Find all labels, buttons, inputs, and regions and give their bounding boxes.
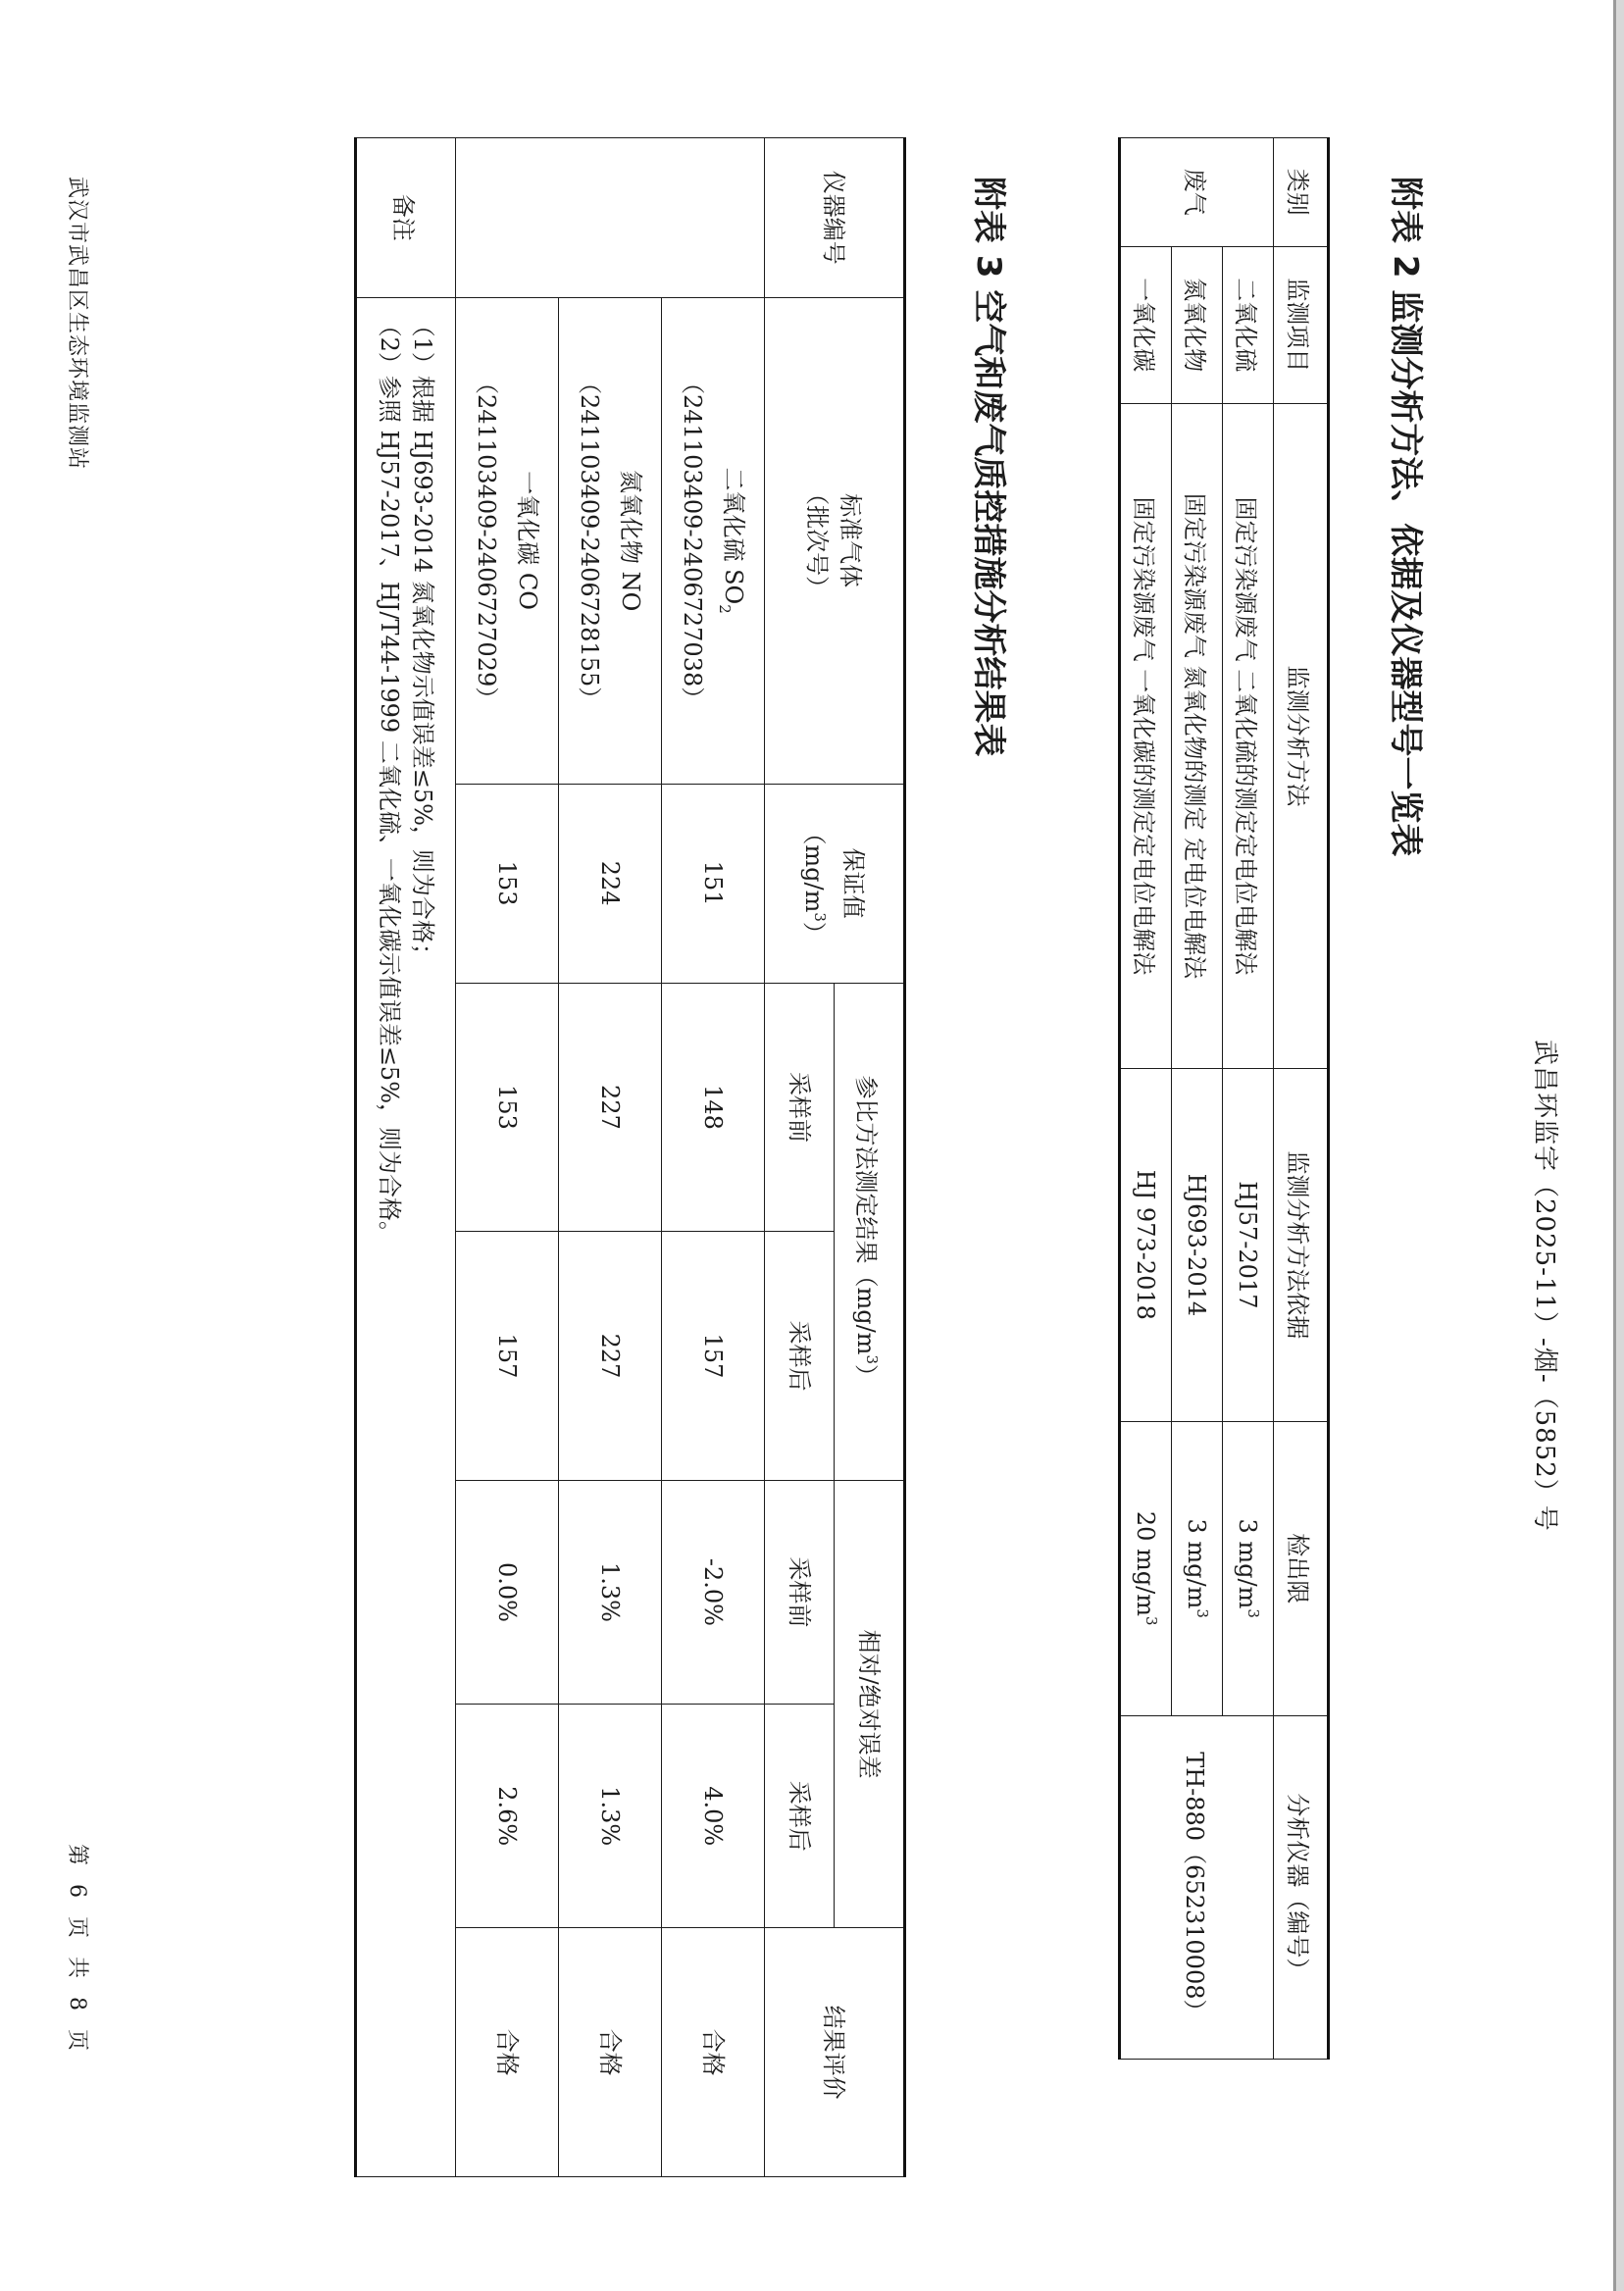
result-before-cell: 148 [662, 983, 765, 1232]
footer-page-number: 第 6 页 共 8 页 [65, 1844, 89, 2057]
header-evaluation: 结果评价 [765, 1928, 905, 2177]
std-gas-cell [662, 297, 765, 784]
remark-2: （2）参照 HJ57-2017、HJ/T44-1999 二氧化硫、一氧化碳示值误差≤5%，则为合格。 [376, 313, 403, 1245]
guarantee-unit-end: ） [800, 921, 829, 945]
guarantee-unit-text: （mg/m [800, 821, 829, 913]
basis-cell: HJ57-2017 [1223, 1068, 1274, 1421]
result-after-cell: 157 [456, 1232, 559, 1481]
table3-header-row-1 [835, 138, 905, 2177]
guarantee-unit-exponent: 3 [811, 912, 830, 922]
instrument-no-cell [456, 138, 765, 298]
limit-cell [1172, 1421, 1223, 1715]
header-error-group: 相对/绝对误差 [835, 1480, 905, 1928]
gas-batch: （241103409-240672702​9） [472, 371, 500, 711]
error-after-cell: 4.0% [662, 1705, 765, 1928]
gas-name [606, 298, 648, 784]
gas-name [503, 298, 545, 784]
table-row [662, 138, 765, 2177]
document-number: 武昌环监字（2025-11）-烟-（5852）号 [1530, 1040, 1559, 1532]
basis-cell: HJ693-2014 [1172, 1068, 1223, 1421]
header-instrument: 分析仪器（编号） [1274, 1715, 1329, 2059]
error-after-cell: 1.3% [559, 1705, 662, 1928]
basis-cell: HJ 973-2018 [1120, 1068, 1172, 1421]
remark-row [356, 138, 456, 2177]
error-after-cell: 2.6% [456, 1705, 559, 1928]
header-item: 监测项目 [1274, 246, 1329, 403]
header-category: 类别 [1274, 138, 1329, 247]
result-group-text: 参比方法测定结果（mg/m [852, 1075, 880, 1355]
instrument-cell: TH-880（652310008） [1120, 1715, 1274, 2059]
limit-exponent: 3 [1193, 1608, 1211, 1618]
header-error-after: 采样后 [765, 1705, 835, 1928]
header-limit: 检出限 [1274, 1421, 1329, 1715]
std-gas-label: 标准气体 [837, 493, 865, 588]
error-before-cell: -2.0% [662, 1480, 765, 1704]
guarantee-cell: 153 [456, 784, 559, 983]
header-result-before: 采样前 [765, 983, 835, 1232]
category-cell: 废气 [1120, 138, 1274, 247]
result-after-cell: 157 [662, 1232, 765, 1481]
limit-cell [1223, 1421, 1274, 1715]
gas-name-text: 一氧化碳 CO [514, 471, 542, 610]
method-cell: 固定污染源废气 氮氧化物的测定 定电位电解法 [1172, 403, 1223, 1068]
std-gas-cell [559, 297, 662, 784]
remark-content [356, 297, 456, 2176]
gas-batch: （241103409-240672703​8） [678, 371, 706, 711]
header-error-before: 采样前 [765, 1480, 835, 1704]
method-table [1118, 137, 1330, 2060]
error-before-cell: 1.3% [559, 1480, 662, 1704]
std-gas-batch-label: （批次号） [803, 482, 832, 600]
remark-1: （1）根据 HJ693-2014 氮氧化物示值误差≤5%，则为合格； [409, 313, 436, 967]
error-before-cell: 0.0% [456, 1480, 559, 1704]
limit-value: 3 mg/m [1234, 1518, 1261, 1609]
limit-value: 20 mg/m [1132, 1510, 1159, 1616]
top-rule [1613, 0, 1616, 2291]
table-row [559, 138, 662, 2177]
limit-exponent: 3 [1142, 1616, 1160, 1626]
gas-batch: （241103409-240672815​5） [575, 371, 603, 711]
header-guarantee [765, 784, 905, 983]
gas-name [709, 298, 751, 784]
header-result-group [835, 983, 905, 1480]
table2-header-row [1274, 138, 1329, 2060]
limit-value: 3 mg/m [1183, 1518, 1210, 1609]
header-std-gas [765, 297, 905, 784]
remark-label: 备注 [356, 138, 456, 298]
gas-name-text: 氮氧化物 NO [617, 469, 645, 612]
result-before-cell: 153 [456, 983, 559, 1232]
gas-name-text: 二氧化硫 SO [720, 467, 748, 605]
item-cell: 一氧化碳 [1120, 246, 1172, 403]
footer-organization: 武汉市武昌区生态环境监测站 [65, 177, 89, 471]
guarantee-cell: 224 [559, 784, 662, 983]
gas-subscript: 2 [716, 604, 735, 614]
evaluation-cell: 合格 [456, 1928, 559, 2177]
item-cell: 氮氧化物 [1172, 246, 1223, 403]
limit-cell [1120, 1421, 1172, 1715]
table-row [456, 138, 559, 2177]
limit-exponent: 3 [1244, 1608, 1262, 1618]
table3-title: 附表 3 空气和废气质控措施分析结果表 [969, 177, 1008, 757]
result-after-cell: 227 [559, 1232, 662, 1481]
guarantee-cell: 151 [662, 784, 765, 983]
guarantee-label: 保证值 [839, 847, 868, 919]
item-cell: 二氧化硫 [1223, 246, 1274, 403]
method-cell: 固定污染源废气 一氧化碳的测定定电位电解法 [1120, 403, 1172, 1068]
table2-title: 附表 2 监测分析方法、依据及仪器型号一览表 [1386, 177, 1425, 857]
evaluation-cell: 合格 [559, 1928, 662, 2177]
header-basis: 监测分析方法依据 [1274, 1068, 1329, 1421]
table-row [1223, 138, 1274, 2060]
result-before-cell: 227 [559, 983, 662, 1232]
qc-result-table [354, 137, 906, 2177]
header-result-after: 采样后 [765, 1232, 835, 1481]
header-instrument-no: 仪器编号 [765, 138, 905, 298]
result-group-end: ） [852, 1363, 880, 1388]
header-method: 监测分析方法 [1274, 403, 1329, 1068]
evaluation-cell: 合格 [662, 1928, 765, 2177]
std-gas-cell [456, 297, 559, 784]
method-cell: 固定污染源废气 二氧化硫的测定定电位电解法 [1223, 403, 1274, 1068]
result-group-exponent: 3 [863, 1354, 881, 1364]
guarantee-unit [798, 785, 837, 983]
